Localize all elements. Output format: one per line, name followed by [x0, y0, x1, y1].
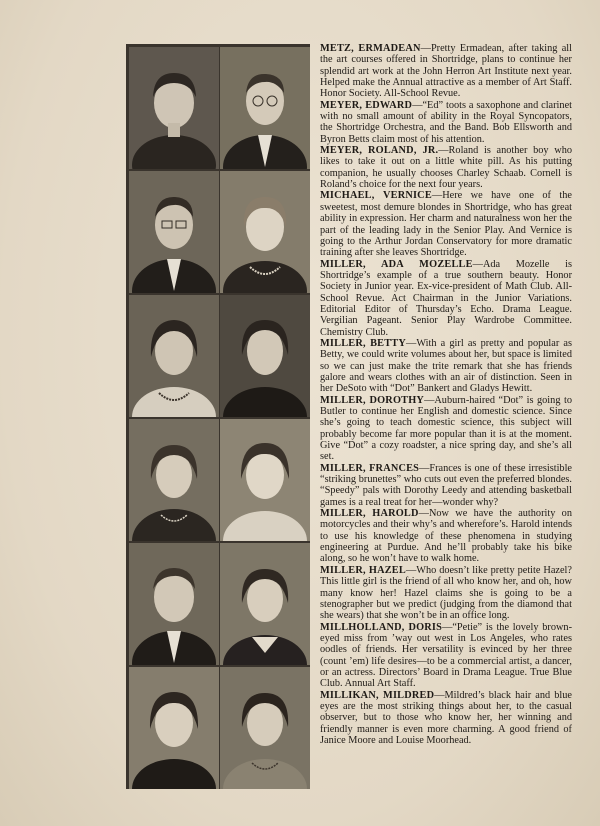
bio-text: —Pretty Ermadean, after taking all the art courses offered in Shortridge, plans to continue her splendid art work at the John Herron Art Institute next year. Helped make the Annual attractive as a member of Art Staff. Honor Society. All-School Revue.: [320, 43, 573, 100]
bio-entry: [320, 43, 572, 100]
bio-text: —Auburn-haired “Dot” is going to Butler to continue her English and domestic science. Since she’s going to teach domestic science, this subject will probably become far more popular than it is at the moment. Give “Dot” a cozy roadster, a nice spring day, and she’s all set.: [320, 394, 572, 463]
bio-entry: [320, 395, 572, 463]
student-name: MEYER, ROLAND, JR.: [320, 145, 439, 157]
bio-text: —With a girl as pretty and popular as Betty, we could write volumes about her, but space is limited so we can just make the trite remark that she has friends galore and wears clothes with an air of distinction. Seen in her DeSoto with “Dot” Bankert and Gladys Hewitt.: [320, 337, 572, 395]
bio-text: —Roland is another boy who likes to take it out on a little white pill. As his putting companion, he usually chooses Charley Schaab. Cornell is Roland’s choice for the next four years.: [320, 145, 572, 191]
portrait-miller-ada-mozelle: [129, 295, 219, 417]
student-name: MILLHOLLAND, DORIS: [320, 621, 443, 633]
bio-text: —Here we have one of the sweetest, most demure blondes in Shortridge, who has great ability in expression. Her charm and naturalness won her the part of the leading lady in the Senior Play. And Vernice is going to the Arthur Jordan Conservatory for more dramatic training after she leaves Shortridge.: [320, 190, 572, 259]
portrait-miller-frances: [220, 419, 310, 541]
student-name: MILLER, FRANCES: [320, 462, 420, 474]
portrait-meyer-edward: [220, 47, 310, 169]
student-name: MILLER, BETTY: [320, 337, 407, 349]
portrait-miller-harold: [129, 543, 219, 665]
biography-column: [320, 43, 572, 746]
portrait-metz-ermadean: [129, 47, 219, 169]
portrait-millikan-mildred: [220, 667, 310, 789]
bio-entry: [320, 565, 572, 622]
bio-text: —Ada Mozelle is Shortridge’s example of a true southern beauty. Honor Society in Junior year. Ex-vice-president of Math Club. All-School Revue. Act Chairman in the Junior Variations. Editorial Editor of Thursday’s Echo. Drama League. Vergilian Pageant. Senior Play Wardrobe Committee. Chemistry Club.: [320, 258, 572, 338]
bio-entry: [320, 622, 572, 690]
bio-text: —Who doesn’t like pretty petite Hazel? This little girl is the friend of all who know her, and oh, how many know her! Hazel claims she is going to be a stenographer but we predict (judging from the diamond that she wears) that she won’t be in an office long.: [320, 564, 572, 622]
bio-entry: [320, 259, 572, 338]
student-name: MILLER, HAROLD: [320, 508, 419, 520]
student-name: MILLER, ADA MOZELLE: [320, 258, 473, 270]
bio-entry: [320, 508, 572, 565]
bio-text: —“Petie” is the lovely brown-eyed miss from ’way out west in Los Angeles, who rates oodles of friends. Her versatility is evinced by her three (count ’em) life desires—to be a commercial artist, a dancer, or an actress. Directors’ Board in Drama League. True Blue Club. Annual Art Staff.: [320, 621, 572, 690]
portrait-grid: [126, 44, 310, 789]
portrait-meyer-roland: [129, 171, 219, 293]
student-name: MILLER, DOROTHY: [320, 394, 425, 406]
bio-text: —“Ed” toots a saxophone and clarinet with no small amount of ability in the Royal Syncopators, the Shortridge Orchestra, and the Band. Bob Ellsworth and Byron Betts claim most of his attention.: [320, 99, 572, 145]
student-name: MILLER, HAZEL: [320, 564, 406, 576]
bio-entry: [320, 463, 572, 508]
portrait-michael-vernice: [220, 171, 310, 293]
portrait-millholland-doris: [129, 667, 219, 789]
student-name: METZ, ERMADEAN: [320, 43, 421, 54]
portrait-miller-hazel: [220, 543, 310, 665]
bio-text: —Frances is one of these irresistible “striking brunettes” who cuts out even the preferred blondes. “Speedy” pals with Dorothy Leedy and attending basketball games is a real treat for her—wonder why?: [320, 462, 573, 508]
student-name: MICHAEL, VERNICE: [320, 190, 432, 202]
bio-entry: [320, 190, 572, 258]
bio-entry: [320, 338, 572, 395]
portrait-miller-dorothy: [129, 419, 219, 541]
bio-text: —Now we have the authority on motorcycles and their why’s and wherefore’s. Harold intends to use his knowledge of these phenomena in studying engineering at Purdue. And he’ll probably take his bike along, so he won’t have to walk home.: [320, 508, 572, 565]
bio-entry: [320, 100, 572, 145]
bio-entry: [320, 145, 572, 190]
portrait-miller-betty: [220, 295, 310, 417]
student-name: MILLIKAN, MILDRED: [320, 689, 435, 701]
bio-entry: [320, 690, 572, 747]
bio-text: —Mildred’s black hair and blue eyes are the most striking things about her, to the casual observer, but to those who know her, her winning and friendly manner is even more charming. A good friend of Janice Moore and Louise Moorhead.: [320, 689, 572, 746]
student-name: MEYER, EDWARD: [320, 99, 413, 111]
